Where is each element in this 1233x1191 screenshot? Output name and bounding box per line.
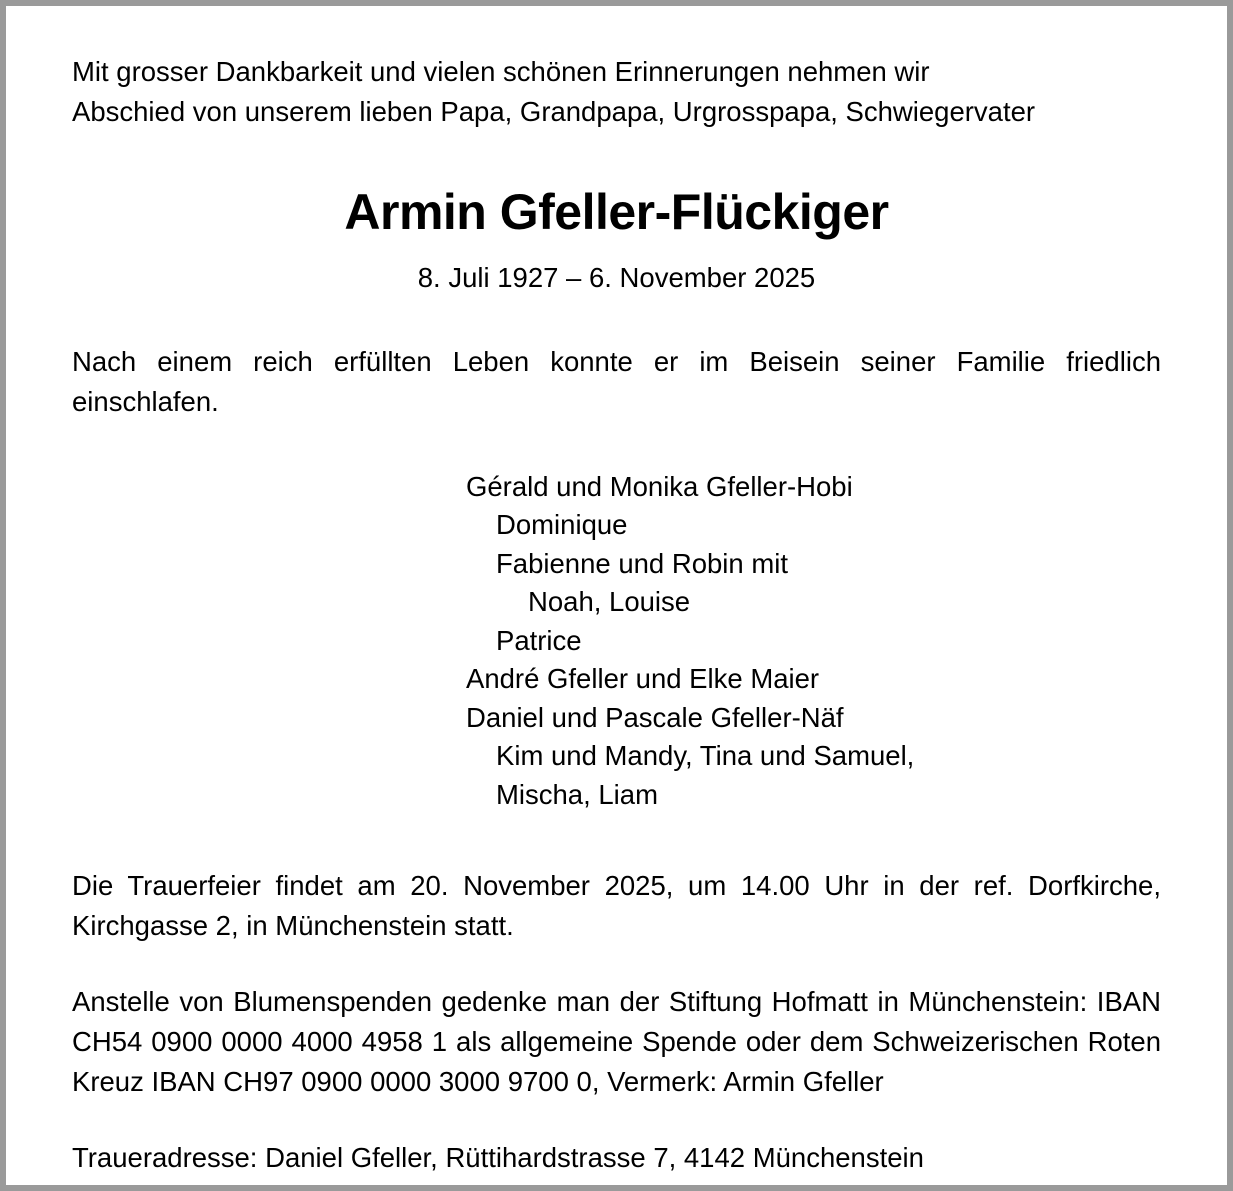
list-item: Gérald und Monika Gfeller-Hobi xyxy=(466,470,853,502)
mourning-address: Traueradresse: Daniel Gfeller, Rüttihardstrasse 7, 4142 Münchenstein xyxy=(72,1142,924,1173)
intro-line-1: Mit grosser Dankbarkeit und vielen schönen Erinnerungen nehmen wir xyxy=(72,56,930,87)
list-item: Mischa, Liam xyxy=(496,778,658,810)
donations-paragraph: Anstelle von Blumenspenden gedenke man der Stiftung Hofmatt in Münchenstein: IBAN CH54 0900 0000 4000 4958 1 als allgemeine Spende oder dem Schweizerischen Roten Kreuz IBAN CH97 0900 0000 3000 9700 0, Vermerk: Armin Gfeller xyxy=(72,986,1161,1097)
list-item: Noah, Louise xyxy=(528,586,691,617)
list-item: Fabienne und Robin mit xyxy=(496,547,788,579)
passing-paragraph: Nach einem reich erfüllten Leben konnte er im Beisein seiner Familie friedlich einschlafen. xyxy=(72,345,1161,417)
deceased-name: Armin Gfeller-Flückiger xyxy=(344,184,889,240)
list-item: Dominique xyxy=(496,509,628,540)
ceremony-paragraph: Die Trauerfeier findet am 20. November 2025, um 14.00 Uhr in der ref. Dorfkirche, Kirchgasse 2, in Münchenstein statt. xyxy=(72,870,1161,941)
list-item: André Gfeller und Elke Maier xyxy=(466,663,820,694)
family-list xyxy=(72,468,1161,815)
intro-line-2: Abschied von unserem lieben Papa, Grandpapa, Urgrosspapa, Schwiegervater xyxy=(72,96,1036,127)
life-dates: 8. Juli 1927 – 6. November 2025 xyxy=(417,261,816,293)
intro-paragraph xyxy=(72,52,1161,132)
list-item: Daniel und Pascale Gfeller-Näf xyxy=(466,701,844,733)
list-item: Kim und Mandy, Tina und Samuel, xyxy=(496,740,915,771)
notice-content xyxy=(6,6,1227,1178)
list-item: Patrice xyxy=(496,624,582,656)
